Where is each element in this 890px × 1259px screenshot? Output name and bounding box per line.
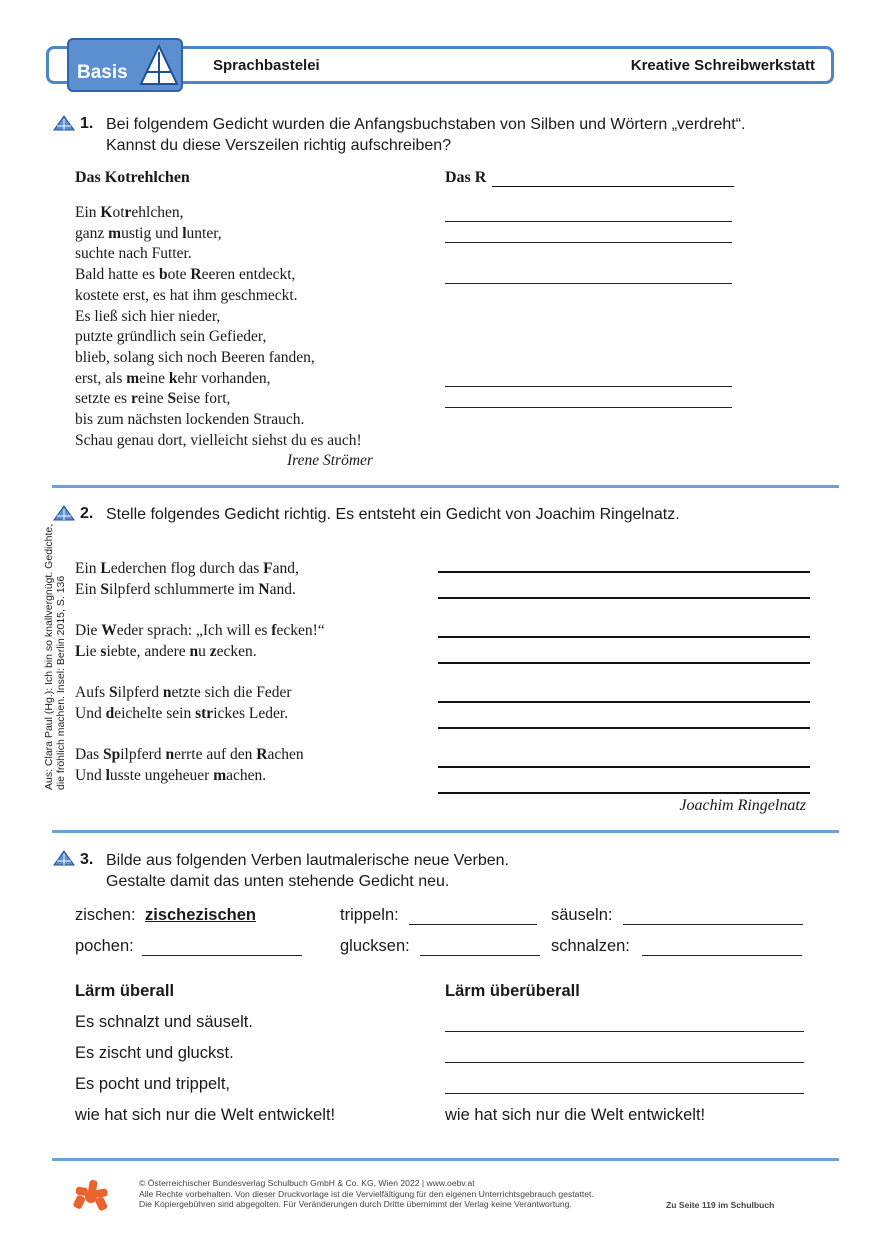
answer3-line[interactable]: [445, 1062, 804, 1063]
poem1-title: Das Kotrehlchen: [75, 169, 190, 186]
answer3-last-line: wie hat sich nur die Welt entwickelt!: [445, 1106, 706, 1124]
task-triangle-icon: [53, 115, 75, 131]
footer-line2: Alle Rechte vorbehalten. Von dieser Druckvorlage ist die Vervielfältigung für den eigenen Unterrichtsgebrauch gestattet.: [139, 1188, 594, 1199]
answer1-line[interactable]: [445, 407, 732, 408]
poem3-line: Es zischt und gluckst.: [75, 1044, 234, 1062]
section-divider: [52, 830, 839, 833]
task2-instruction: Stelle folgendes Gedicht richtig. Es entsteht ein Gedicht von Joachim Ringelnatz.: [106, 506, 680, 523]
source-note-line2: die fröhlich machen. Insel: Berlin 2015, S. 136: [55, 575, 67, 790]
task3-instruction-line2: Gestalte damit das unten stehende Gedicht neu.: [106, 873, 450, 890]
answer2-line[interactable]: [438, 792, 810, 794]
verb-label: zischen:: [75, 906, 136, 924]
section-divider: [52, 485, 839, 488]
footer-page-ref: Zu Seite 119 im Schulbuch: [666, 1200, 775, 1210]
poem3-title: Lärm überall: [75, 982, 175, 1000]
poem3-line: Es schnalzt und säuselt.: [75, 1013, 253, 1031]
answer3-title: Lärm überüberall: [445, 982, 580, 1000]
verb-answer-line[interactable]: [142, 955, 302, 956]
footer-line3: Die Kopiergebühren sind abgegolten. Für Veränderungen durch Dritte übernimmt der Verlag keine Verantwortung.: [139, 1199, 572, 1209]
verb-answer-line[interactable]: [409, 924, 537, 925]
poem2-author: Joachim Ringelnatz: [679, 797, 806, 814]
header-right-title: Kreative Schreibwerkstatt: [630, 57, 815, 74]
poem1-text: Ein Kotrehlchen, ganz mustig und lunter, suchte nach Futter. Bald hatte es bote Reeren entdeckt, kostete erst, es hat ihm geschmeckt. Es ließ sich hier nieder, putzte gründlich sein Gefieder, blieb, solang sich noch Beeren fanden, erst, als meine kehr vorhanden, setzte es reine Seise fort, bis zum nächsten lockenden Strauch. Schau genau dort, vielleicht siehst du es auch!: [75, 204, 362, 449]
verb-answer-line[interactable]: [642, 955, 802, 956]
section-divider: [52, 1158, 839, 1161]
answer1-title: Das R: [445, 169, 487, 186]
poem2-stanza1: Ein Lederchen flog durch das Fand, Ein Silpferd schlummerte im Nand.: [75, 560, 299, 598]
answer1-line[interactable]: [445, 386, 732, 387]
answer2-line[interactable]: [438, 662, 810, 664]
answer1-line[interactable]: [445, 242, 732, 243]
publisher-logo-icon: [72, 1178, 110, 1216]
answer2-line[interactable]: [438, 701, 810, 703]
source-note-line1: Aus: Clara Paul (Hg.): Ich bin so knallvergnügt. Gedichte,: [43, 523, 55, 790]
verb-label: glucksen:: [340, 937, 410, 955]
answer1-line[interactable]: [445, 283, 732, 284]
task3-number: 3.: [80, 851, 94, 868]
header-left-title: Sprachbastelei: [213, 57, 320, 74]
poem2-stanza2: Die Weder sprach: „Ich will es fecken!“ Lie siebte, andere nu zecken.: [75, 622, 325, 660]
verb-label: säuseln:: [551, 906, 613, 924]
answer3-line[interactable]: [445, 1031, 804, 1032]
task3-instruction-line1: Bilde aus folgenden Verben lautmalerische neue Verben.: [106, 852, 509, 869]
badge-label: Basis: [77, 62, 128, 83]
poem2-stanza3: Aufs Silpferd netzte sich die Feder Und deichelte sein strickes Leder.: [75, 684, 292, 722]
task-triangle-icon: [53, 505, 75, 521]
poem3-line: wie hat sich nur die Welt entwickelt!: [75, 1106, 336, 1124]
task1-instruction: [106, 114, 746, 156]
verb-label: trippeln:: [340, 906, 399, 924]
poem1-author: Irene Strömer: [287, 452, 373, 469]
answer1-title-line[interactable]: [492, 186, 734, 187]
task2-number: 2.: [80, 505, 94, 522]
footer-copyright: [139, 1178, 594, 1210]
verb-label: pochen:: [75, 937, 134, 955]
footer-line1: © Österreichischer Bundesverlag Schulbuch GmbH & Co. KG, Wien 2022 | www.oebv.at: [139, 1178, 475, 1188]
level-badge: [67, 38, 183, 92]
verb-answer-line[interactable]: [420, 955, 540, 956]
verb-answer-line[interactable]: [623, 924, 803, 925]
task3-instruction: [106, 850, 509, 892]
answer2-line[interactable]: [438, 636, 810, 638]
verb-example-answer: zischezischen: [145, 906, 256, 924]
answer2-line[interactable]: [438, 727, 810, 729]
task1-instruction-line2: Kannst du diese Verszeilen richtig aufschreiben?: [106, 137, 452, 154]
answer2-line[interactable]: [438, 766, 810, 768]
answer2-line[interactable]: [438, 597, 810, 599]
answer3-line[interactable]: [445, 1093, 804, 1094]
verb-label: schnalzen:: [551, 937, 630, 955]
answer2-line[interactable]: [438, 571, 810, 573]
task1-number: 1.: [80, 115, 94, 132]
task1-instruction-line1: Bei folgendem Gedicht wurden die Anfangsbuchstaben von Silben und Wörtern „verdreht“.: [106, 116, 746, 133]
triangle-icon: [139, 44, 179, 88]
poem2-stanza4: Das Spilpferd nerrte auf den Rachen Und lusste ungeheuer machen.: [75, 746, 304, 784]
answer1-line[interactable]: [445, 221, 732, 222]
task-triangle-icon: [53, 850, 75, 866]
poem3-line: Es pocht und trippelt,: [75, 1075, 231, 1093]
